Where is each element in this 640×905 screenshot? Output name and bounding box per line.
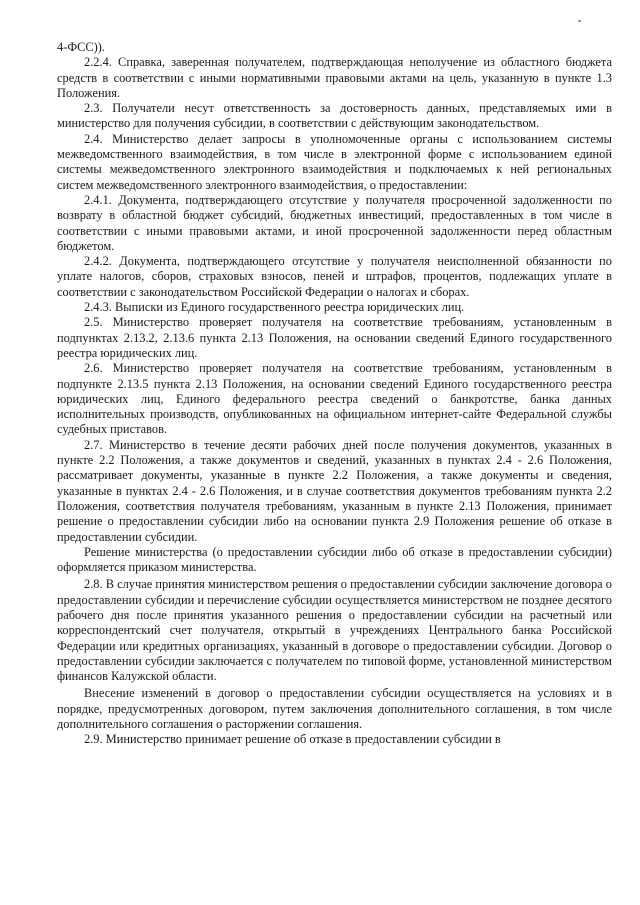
paragraph-2-4-3: 2.4.3. Выписки из Единого государственного реестра юридических лиц.: [84, 300, 465, 315]
paragraph-2-3: 2.3. Получатели несут ответственность за достоверность данных, представляемых ими в министерство для получения субсидии, в соответствии с действующим законодательством.: [57, 101, 612, 131]
paragraph-continuation: 4-ФСС)).: [57, 40, 105, 54]
paragraph-2-2-4: 2.2.4. Справка, заверенная получателем, подтверждающая неполучение из областного бюджета средств в соответствии с иными нормативными правовыми актами на цель, указанную в пункте 1.3 Положения.: [57, 55, 612, 100]
paragraph-2-9: 2.9. Министерство принимает решение об отказе в предоставлении субсидии в: [84, 732, 501, 747]
scan-speck: [578, 20, 581, 22]
paragraph-2-4: 2.4. Министерство делает запросы в уполномоченные органы с использованием системы межведомственного взаимодействия, в том числе в электронной форме с использованием единой системы межведомственного электронного взаимодействия и подключаемых к ней региональных систем межведомственного электронного взаимодействия, о предоставлении:: [57, 131, 612, 192]
paragraph-amendments: Внесение изменений в договор о предоставлении субсидии осуществляется на условиях и в порядке, предусмотренных договором, путем заключения дополнительного соглашения, в том числе дополнительного соглашения о расторжении соглашения.: [57, 686, 612, 732]
paragraph-2-8: 2.8. В случае принятия министерством решения о предоставлении субсидии заключение договора о предоставлении субсидии и перечисление субсидии осуществляется министерством не позднее десятого рабочего дня после принятия указанного решения о предоставлении субсидии на расчетный или корреспондентский счет получателя, открытый в учреждениях Центрального банка Российской Федерации или кредитных организациях, указанный в договоре о предоставлении субсидии. Договор о предоставлении субсидии заключается с получателем по типовой форме, установленной министерством финансов Калужской области.: [57, 577, 612, 684]
paragraph-2-7: 2.7. Министерство в течение десяти рабочих дней после получения документов, указанных в пункте 2.2 Положения, а также документов и сведений, указанных в пунктах 2.4 - 2.6 Положения, рассматривает документы, указанные в пункте 2.2 Положения, а также документы и сведения, указанные в пунктах 2.4 - 2.6 Положения, и в случае соответствия документов требованиям пункта 2.2 Положения, соответствия получателя требованиям, указанным в пункте 2.13 Положения, принимает решение о предоставлении субсидии либо на основании пункта 2.9 Положения решение об отказе в предоставлении субсидии.: [57, 437, 612, 544]
paragraph-2-4-1: 2.4.1. Документа, подтверждающего отсутствие у получателя просроченной задолженности по возврату в областной бюджет субсидий, бюджетных инвестиций, предоставленных в том числе в соответствии с иными правовыми актами, и иной просроченной задолженности перед областным бюджетом.: [57, 192, 612, 253]
paragraph-decision: Решение министерства (о предоставлении субсидии либо об отказе в предоставлении субсидии) оформляется приказом министерства.: [57, 544, 612, 575]
paragraph-2-6: 2.6. Министерство проверяет получателя на соответствие требованиям, установленным в подпункте 2.13.5 пункта 2.13 Положения, на основании сведений Единого государственного реестра юридических лиц, Единого федерального реестра сведений о банкротстве, банка данных исполнительных производств, опубликованных на официальном интернет-сайте Федеральной службы судебных приставов.: [57, 361, 612, 437]
paragraph-2-4-2: 2.4.2. Документа, подтверждающего отсутствие у получателя неисполненной обязанности по уплате налогов, сборов, страховых взносов, пеней и штрафов, процентов, подлежащих уплате в соответствии с законодательством Российской Федерации о налогах и сборах.: [57, 254, 612, 299]
paragraph-2-5: 2.5. Министерство проверяет получателя на соответствие требованиям, установленным в подпунктах 2.13.2, 2.13.6 пункта 2.13 Положения, на основании сведений Единого государственного реестра юридических лиц.: [57, 315, 612, 360]
